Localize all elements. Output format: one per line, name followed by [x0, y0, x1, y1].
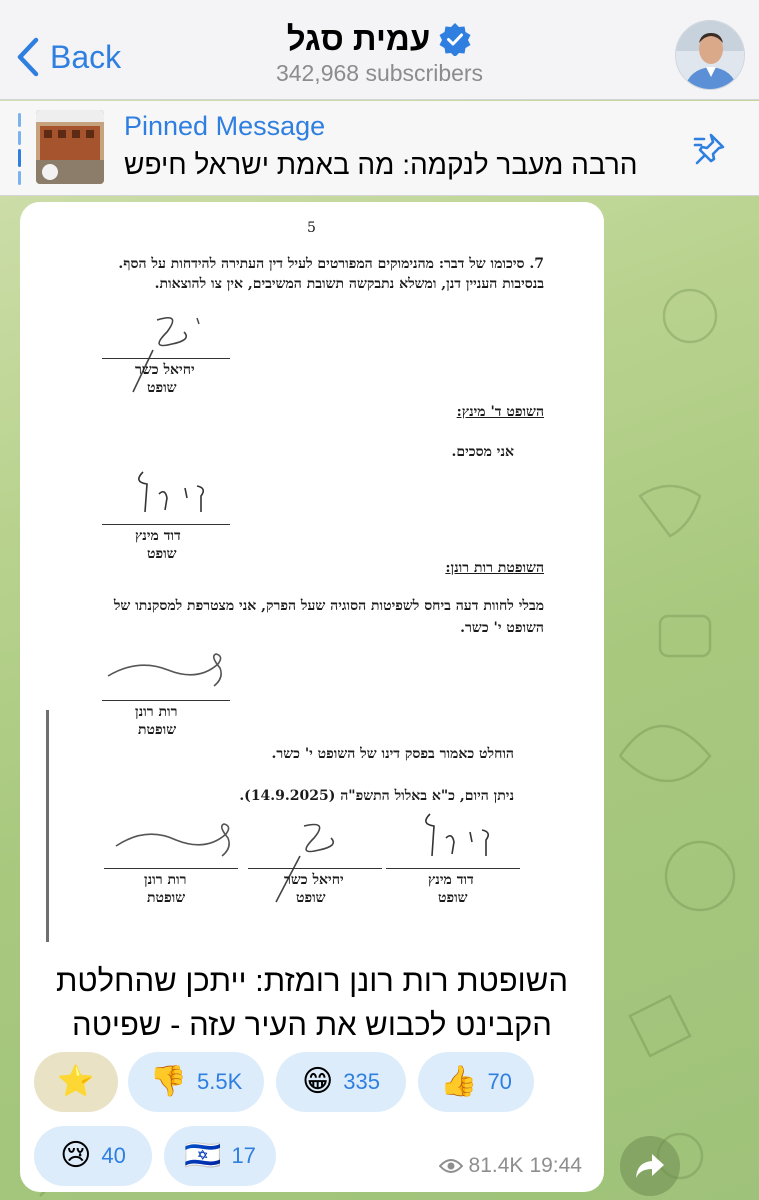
share-button[interactable]	[620, 1136, 680, 1196]
signature-mintz-final	[400, 808, 530, 868]
doc-judge2-concur: אני מסכים.	[451, 444, 514, 460]
subscriber-count: 342,968 subscribers	[275, 60, 484, 86]
doc-judge2-heading: השופט ד' מינץ:	[456, 404, 544, 420]
signature-line	[102, 358, 230, 359]
eye-icon	[439, 1157, 463, 1175]
doc-sign-ronen-name: רות רונן	[144, 872, 187, 888]
pinned-label: Pinned Message	[124, 111, 326, 141]
signature-line	[386, 868, 520, 869]
doc-sign-kasher-name: יחיאל כשר	[284, 872, 344, 888]
reaction-thumbs-down[interactable]	[128, 1052, 264, 1112]
doc-sign-mintz-name: דוד מינץ	[428, 872, 474, 888]
doc-ruling: הוחלט כאמור בפסק דינו של השופט י' כשר.	[271, 746, 514, 762]
signature-line	[248, 868, 382, 869]
signature-mintz	[125, 464, 245, 524]
signature-line	[104, 868, 238, 869]
doc-judge3-name: רות רונן	[135, 704, 178, 720]
thumbs-up-icon: 👍	[440, 1065, 478, 1098]
signature-ronen	[102, 650, 232, 700]
message-time: 19:44	[529, 1154, 582, 1177]
doc-judge2-title: שופט	[147, 546, 177, 562]
doc-sign-kasher-title: שופט	[296, 890, 326, 906]
verified-badge-icon	[438, 22, 472, 56]
reaction-israel-flag[interactable]	[164, 1126, 276, 1186]
signature-line	[102, 524, 230, 525]
back-label: Back	[50, 38, 122, 75]
pin-list-icon[interactable]	[691, 129, 731, 169]
doc-sign-ronen-title: שופטת	[147, 890, 186, 906]
reaction-count: 70	[487, 1069, 512, 1094]
reaction-grin[interactable]	[276, 1052, 406, 1112]
message-meta	[439, 1154, 582, 1178]
doc-judge3-line2: השופט י' כשר.	[460, 620, 544, 636]
reaction-count: 335	[343, 1069, 380, 1094]
doc-judge1-name: יחיאל כשר	[135, 362, 195, 378]
thumbs-down-icon: 👎	[149, 1065, 188, 1098]
court-document-image[interactable]	[20, 202, 604, 942]
reaction-count: 17	[231, 1143, 256, 1168]
doc-judge3-title: שופטת	[138, 722, 177, 738]
pinned-text: הרבה מעבר לנקמה: מה באמת ישראל חיפש	[124, 149, 638, 180]
doc-page-number: 5	[307, 220, 316, 236]
channel-title-area[interactable]	[0, 20, 759, 87]
channel-avatar[interactable]	[675, 20, 745, 90]
doc-judge2-name: דוד מינץ	[135, 528, 181, 544]
doc-date-line: ניתן היום, כ"א באלול התשפ"ה (14.9.2025).	[239, 788, 514, 804]
channel-name: עמית סגל	[286, 20, 431, 57]
signature-ronen-final	[110, 814, 240, 870]
doc-judge3-line1: מבלי לחוות דעה ביחס לשפיטות הסוגיה שעל הפרק, אני מצטרפת למסקנתו של	[113, 598, 544, 614]
share-arrow-icon	[634, 1152, 666, 1180]
reaction-star[interactable]	[34, 1052, 118, 1112]
reaction-thumbs-up[interactable]	[418, 1052, 534, 1112]
pinned-position-indicator	[18, 113, 23, 185]
star-icon: ⭐	[57, 1065, 95, 1098]
doc-para7-line2: בנסיבות העניין דנן, ומשלא נתבקשה תשובת המשיבים, אין צו להוצאות.	[154, 276, 544, 292]
doc-judge3-heading: השופטת רות רונן:	[445, 560, 544, 576]
message-caption: השופטת רות רונן רומזת: ייתכן שהחלטת הקבינט לכבוש את העיר עזה - שפיטה	[55, 963, 569, 1042]
view-count: 81.4K	[468, 1154, 524, 1177]
reaction-count: 5.5K	[197, 1069, 243, 1094]
message-bubble[interactable]	[20, 202, 604, 1192]
doc-judge1-title: שופט	[147, 380, 177, 396]
pinned-message-bar[interactable]	[0, 101, 759, 196]
grinning-face-icon: 😁	[302, 1065, 334, 1098]
reaction-crying[interactable]	[34, 1126, 152, 1186]
doc-sign-mintz-title: שופט	[438, 890, 468, 906]
document-scan-edge	[46, 710, 49, 942]
pinned-thumbnail	[36, 110, 104, 184]
crying-face-icon: 😢	[60, 1139, 92, 1172]
doc-para7-line1: 7. סיכומו של דבר: מהנימוקים המפורטים לעיל דין העתירה להידחות על הסף.	[118, 256, 544, 272]
chat-header	[0, 0, 759, 100]
signature-line	[102, 700, 230, 701]
israel-flag-icon: 🇮🇱	[184, 1139, 222, 1172]
reaction-count: 40	[101, 1143, 126, 1168]
